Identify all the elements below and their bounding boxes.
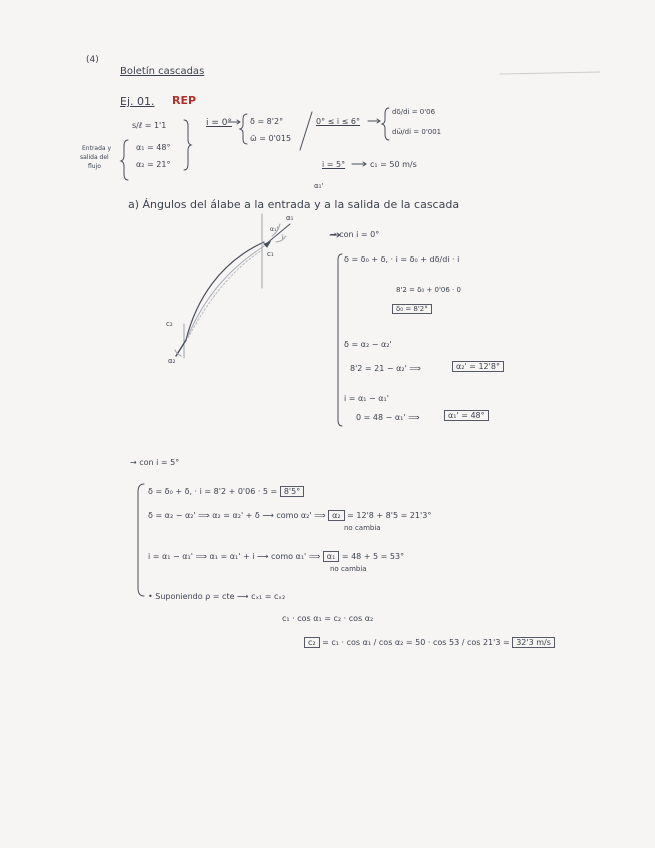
part-b-line2-result: = 12'8 + 8'5 = 21'3° xyxy=(347,511,432,520)
con-i0: → con i = 0° xyxy=(330,230,380,239)
diagram-i: i xyxy=(282,234,284,241)
part-b-line4: • Suponiendo ρ = cte ⟶ cₓ₁ = cₓ₂ xyxy=(148,592,286,601)
arrow-icon xyxy=(368,119,380,123)
diagram-c2: c₂ xyxy=(166,320,173,328)
incidence-range: 0° ≤ i ≤ 6° xyxy=(316,117,360,126)
solidity-value: s/ℓ = 1'1 xyxy=(132,121,167,130)
part-a-line: δ = δ₀ + δ, · i = δ₀ + dδ/di · i xyxy=(344,255,460,264)
blade-camber xyxy=(188,250,262,338)
part-b-line2-eq: δ = α₂ − α₂' ⟹ α₂ = α₂' + δ ⟶ como α₂' xyxy=(148,511,312,520)
part-a-line: 0 = 48 − α₁' ⟹ xyxy=(356,413,420,422)
brace-derivatives xyxy=(382,108,389,140)
alpha1-prime-note: α₁' xyxy=(314,182,324,190)
part-b-line2-note: no cambia xyxy=(344,524,381,532)
diagram-alpha1: α₁ xyxy=(286,214,294,222)
diagram-alpha2: α₂ xyxy=(168,357,176,365)
incidence-zero: i = 0° xyxy=(206,118,232,128)
arrow-icon xyxy=(228,120,240,124)
omega-zero-value: ω̄ = 0'015 xyxy=(250,134,292,143)
part-a-line: α₂' = 12'8° xyxy=(452,361,504,372)
part-b-line6-eq: = c₁ · cos α₁ / cos α₂ = 50 · cos 53 / cos 21'3 = xyxy=(322,638,510,647)
part-a-line: i = α₁ − α₁' xyxy=(344,394,389,403)
part-b-line1-result: 8'5° xyxy=(280,486,304,497)
exercise-label: Ej. 01. xyxy=(120,95,155,108)
part-b-line6-lhs: c₂ xyxy=(304,637,320,648)
part-b-line5: c₁ · cos α₁ = c₂ · cos α₂ xyxy=(282,614,374,623)
page-title: Boletín cascadas xyxy=(120,66,205,77)
part-b-line3-arrow: ⟹ xyxy=(308,552,321,561)
arrow-icon xyxy=(352,162,366,166)
part-b-line3-result: = 48 + 5 = 53° xyxy=(341,552,405,561)
exercise-tag: REP xyxy=(172,94,197,107)
part-a-line: α₁' = 48° xyxy=(444,410,489,421)
part-b-line3-boxed: α₁ xyxy=(323,551,339,562)
part-b-line6-result: 32'3 m/s xyxy=(512,637,555,648)
part-a-heading: a) Ángulos del álabe a la entrada y a la salida de la cascada xyxy=(128,198,460,211)
part-b-bracket xyxy=(138,484,144,596)
page-number: (4) xyxy=(86,55,99,65)
part-a-line: 8'2 = 21 − α₂' ⟹ xyxy=(350,364,421,373)
faint-rule xyxy=(500,72,600,74)
side-note-line: Entrada y xyxy=(82,145,112,152)
inlet-velocity xyxy=(266,224,290,244)
d-omega-di: dω̄/di = 0'001 xyxy=(392,128,442,136)
slash-divider xyxy=(300,112,312,150)
part-b-line2-boxed: α₂ xyxy=(328,510,344,521)
alpha2-value: α₂ = 21° xyxy=(136,160,171,169)
part-a-bracket xyxy=(338,254,342,426)
d-delta-di: dδ/di = 0'06 xyxy=(392,108,436,116)
arrow-head-icon xyxy=(264,242,270,247)
diagram-c1: c₁ xyxy=(267,250,274,258)
part-b-line3-eq: i = α₁ − α₁' ⟹ α₁ = α₁' + i ⟶ como α₁' xyxy=(148,552,307,561)
diagram-alpha1-prime: α₁' xyxy=(270,226,279,233)
delta-zero-value: δ = 8'2° xyxy=(250,117,284,126)
part-a-line: δ₀ = 8'2° xyxy=(392,304,432,314)
data-brace-left xyxy=(121,140,128,180)
angle-arc xyxy=(272,224,280,236)
incidence-five: i = 5° xyxy=(322,160,346,169)
data-brace-right xyxy=(184,120,191,170)
blade-profile-upper xyxy=(188,246,264,336)
part-b-line2-arrow: ⟹ xyxy=(314,511,326,520)
part-a-line: 8'2 = δ₀ + 0'06 · 0 xyxy=(396,286,461,294)
part-b-line3-note: no cambia xyxy=(330,565,367,573)
part-b-line1-lhs: δ = δ₀ + δ, · i = 8'2 + 0'06 · 5 = xyxy=(148,487,278,496)
c1-value: c₁ = 50 m/s xyxy=(370,160,417,169)
brace-delta-omega xyxy=(240,114,247,144)
side-note-line: flujo xyxy=(88,163,101,170)
part-a-line: δ = α₂ − α₂' xyxy=(344,340,392,349)
arrow-icon xyxy=(330,233,340,237)
angle-arc xyxy=(276,236,286,242)
alpha1-value: α₁ = 48° xyxy=(136,143,171,152)
side-note-line: salida del xyxy=(80,154,109,161)
con-i5: → con i = 5° xyxy=(130,458,180,467)
